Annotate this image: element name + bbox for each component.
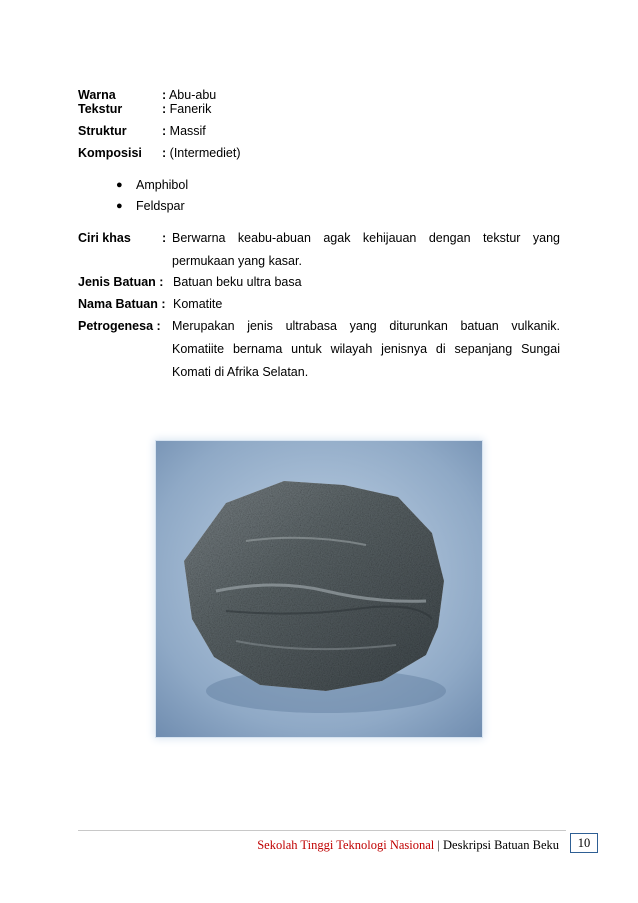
footer-separator: | (437, 838, 440, 852)
label-tekstur: Tekstur (78, 102, 123, 116)
bullet-icon: ● (116, 179, 123, 191)
colon: : (162, 102, 167, 116)
bullet-icon: ● (116, 200, 123, 212)
value-text: Massif (169, 124, 206, 138)
petro-line-2: Komatiite bernama untuk wilayah jenisnya di sepanjang Sungai (172, 342, 560, 356)
label-warna: Warna (78, 88, 116, 102)
value-text: Abu-abu (168, 88, 217, 102)
petro-line-3: Komati di Afrika Selatan. (172, 365, 309, 379)
value-text: (Intermediet) (169, 146, 241, 160)
footer-school: Sekolah Tinggi Teknologi Nasional (257, 838, 435, 852)
colon: : (162, 124, 167, 138)
value-warna (162, 88, 216, 102)
label-struktur: Struktur (78, 124, 127, 138)
footer-divider (78, 830, 566, 831)
footer-text (257, 838, 559, 853)
label-nama-batuan: Nama Batuan : (78, 297, 166, 311)
value-text: Fanerik (169, 102, 212, 116)
value-komposisi (162, 146, 241, 160)
colon: : (162, 146, 167, 160)
rock-photo (156, 441, 482, 737)
page-number: 10 (570, 833, 598, 853)
colon: : (162, 88, 167, 102)
value-nama-batuan: Komatite (173, 297, 223, 311)
value-struktur (162, 124, 206, 138)
ciri-line-1: Berwarna keabu-abuan agak kehijauan dengan tekstur yang (172, 231, 560, 245)
mineral-item: Amphibol (136, 178, 189, 192)
value-tekstur (162, 102, 211, 116)
label-jenis-batuan: Jenis Batuan : (78, 275, 164, 289)
footer-title: Deskripsi Batuan Beku (443, 838, 559, 852)
petro-line-1: Merupakan jenis ultrabasa yang diturunkan batuan vulkanik. (172, 319, 560, 333)
mineral-item: Feldspar (136, 199, 185, 213)
colon: : (162, 231, 167, 245)
label-petrogenesa: Petrogenesa : (78, 319, 161, 333)
label-komposisi: Komposisi (78, 146, 142, 160)
label-ciri-khas: Ciri khas (78, 231, 131, 245)
ciri-line-2: permukaan yang kasar. (172, 254, 302, 268)
value-jenis-batuan: Batuan beku ultra basa (173, 275, 302, 289)
